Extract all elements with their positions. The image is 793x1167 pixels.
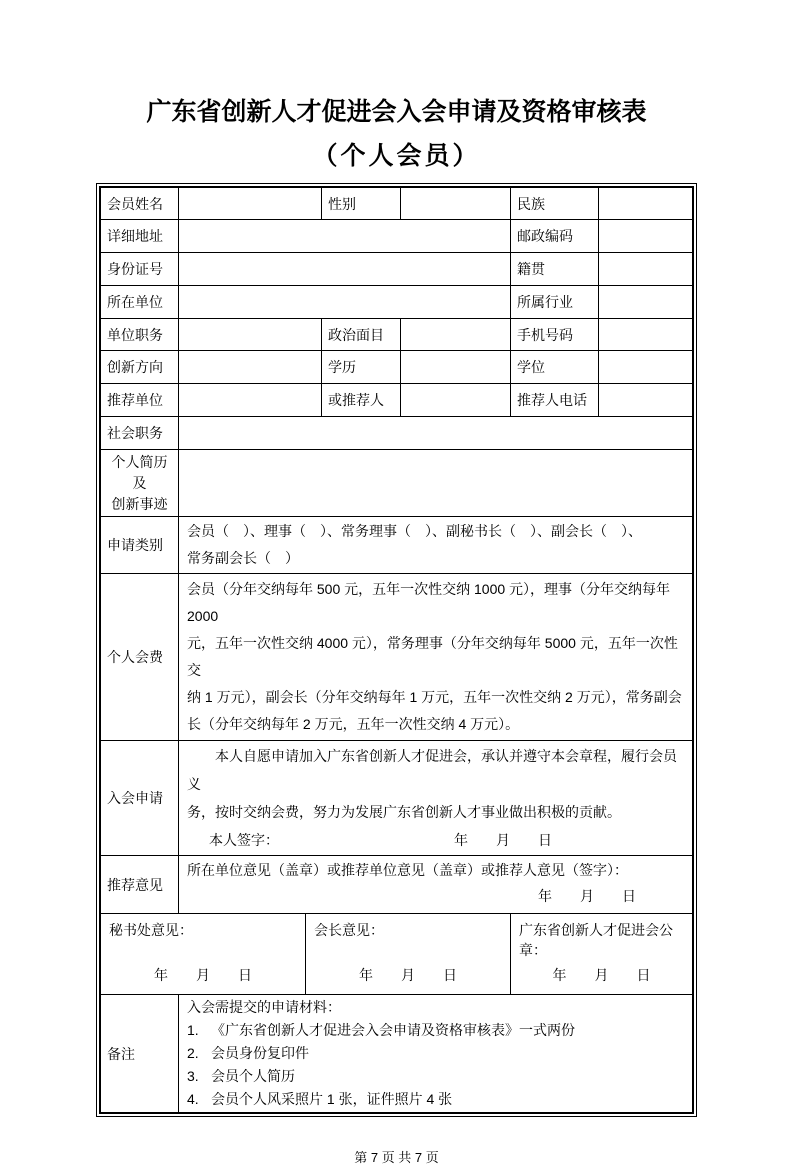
label-resume-and-achievements: 个人简历 及 创新事迹	[111, 453, 168, 512]
table-row	[101, 416, 692, 449]
field-position[interactable]	[178, 319, 321, 350]
president-opinion-label: 会长意见：	[314, 922, 384, 938]
signature-label: 本人签字：	[209, 832, 279, 848]
label-application-category: 申请类别	[107, 537, 163, 553]
field-mobile-number[interactable]	[598, 319, 692, 350]
signature-date[interactable]: 年 月 日	[454, 832, 552, 848]
page-subtitle: （个人会员）	[312, 142, 481, 170]
label-industry: 所属行业	[510, 286, 598, 318]
field-gender[interactable]	[400, 188, 510, 219]
field-recommender-phone[interactable]	[598, 384, 692, 416]
association-seal-label: 广东省创新人才促进会公章：	[519, 922, 673, 958]
secretariat-opinion-cell[interactable]	[101, 914, 305, 994]
table-row	[101, 516, 692, 573]
table-row	[101, 188, 692, 219]
label-political-status: 政治面目	[321, 319, 400, 350]
application-form-table	[96, 183, 697, 1117]
label-position: 单位职务	[107, 326, 163, 343]
signature-line[interactable]	[187, 826, 684, 854]
recommendation-date[interactable]: 年 月 日	[538, 888, 636, 904]
label-degree: 学位	[510, 351, 598, 383]
field-social-positions[interactable]	[178, 417, 692, 449]
membership-application-text: 本人自愿申请加入广东省创新人才促进会，承认并遵守本会章程，履行会员义 务，按时交纳会费，努力为发展广东省创新人才事业做出积极的贡献。 本人签字： 年 月 日	[178, 741, 692, 855]
field-ethnicity[interactable]	[598, 188, 692, 219]
label-social-positions: 社会职务	[107, 425, 163, 441]
table-row	[101, 855, 692, 913]
president-opinion-date[interactable]: 年 月 日	[359, 967, 457, 983]
application-category-options[interactable]	[178, 517, 692, 573]
label-membership-application: 入会申请	[107, 790, 163, 806]
field-address[interactable]	[178, 220, 510, 252]
field-native-place[interactable]	[598, 253, 692, 285]
label-recommendation-opinion: 推荐意见	[107, 876, 163, 893]
label-remarks: 备注	[107, 1045, 135, 1062]
association-seal-date[interactable]: 年 月 日	[552, 967, 651, 983]
category-options-line: 常务副会长（ ）	[187, 550, 299, 566]
field-recommending-unit[interactable]	[178, 384, 321, 416]
field-postal-code[interactable]	[598, 220, 692, 252]
table-row	[101, 913, 692, 994]
field-employer[interactable]	[178, 286, 510, 318]
label-member-name: 会员姓名	[107, 195, 163, 212]
field-education[interactable]	[400, 351, 510, 383]
field-resume-and-achievements[interactable]	[178, 450, 692, 516]
table-row	[101, 350, 692, 383]
field-or-recommender[interactable]	[400, 384, 510, 416]
recommendation-opinion-text: 所在单位意见（盖章）或推荐单位意见（盖章）或推荐人意见（签字）：	[187, 862, 628, 878]
label-employer: 所在单位	[107, 294, 163, 310]
membership-fee-text: 会员（分年交纳每年 500 元，五年一次性交纳 1000 元），理事（分年交纳每年 2000 元，五年一次性交纳 4000 元），常务理事（分年交纳每年 5000 元，五年一次性交 纳 1 万元），副会长（分年交纳每年 1 万元，五年一次性交纳 2 万元），常务副会 长（分年交纳每年 2 万元，五年一次性交纳 4 万元）。	[178, 574, 692, 740]
president-opinion-cell[interactable]	[305, 914, 510, 994]
remarks-content	[178, 995, 692, 1112]
category-options-line: 会员（ ）、理事（ ）、常务理事（ ）、副秘书长（ ）、副会长（ ）、	[187, 523, 642, 539]
label-or-recommender: 或推荐人	[321, 384, 400, 416]
label-recommending-unit: 推荐单位	[107, 392, 163, 408]
label-mobile-number: 手机号码	[510, 319, 598, 350]
label-native-place: 籍贯	[510, 253, 598, 285]
field-member-name[interactable]	[178, 188, 321, 219]
label-ethnicity: 民族	[510, 188, 598, 219]
table-row	[101, 740, 692, 855]
remarks-item: 2. 会员身份复印件	[187, 1045, 309, 1061]
label-postal-code: 邮政编码	[510, 220, 598, 252]
field-political-status[interactable]	[400, 319, 510, 350]
table-row	[101, 573, 692, 740]
label-recommender-phone: 推荐人电话	[510, 384, 598, 416]
remarks-intro: 入会需提交的申请材料：	[187, 999, 341, 1015]
label-education: 学历	[321, 351, 400, 383]
table-row	[101, 252, 692, 285]
table-row	[101, 994, 692, 1112]
label-innovation-direction: 创新方向	[107, 359, 163, 375]
secretariat-opinion-label: 秘书处意见：	[109, 922, 193, 938]
label-gender: 性别	[321, 188, 400, 219]
page-number: 第 7 页 共 7 页	[354, 1150, 439, 1165]
field-id-number[interactable]	[178, 253, 510, 285]
field-industry[interactable]	[598, 286, 692, 318]
table-row	[101, 318, 692, 350]
table-row	[101, 285, 692, 318]
association-seal-cell[interactable]	[510, 914, 692, 994]
field-innovation-direction[interactable]	[178, 351, 321, 383]
remarks-item: 3. 会员个人简历	[187, 1068, 295, 1084]
table-row	[101, 383, 692, 416]
label-membership-fee: 个人会费	[107, 649, 163, 665]
secretariat-opinion-date[interactable]: 年 月 日	[154, 967, 252, 983]
table-row	[101, 219, 692, 252]
remarks-item: 4. 会员个人风采照片 1 张，证件照片 4 张	[187, 1091, 453, 1107]
field-degree[interactable]	[598, 351, 692, 383]
table-row	[101, 449, 692, 516]
label-address: 详细地址	[107, 228, 163, 244]
page-title: 广东省创新人才促进会入会申请及资格审核表	[146, 98, 647, 126]
recommendation-opinion-area[interactable]	[178, 856, 692, 913]
label-id-number: 身份证号	[107, 261, 163, 277]
remarks-item: 1. 《广东省创新人才促进会入会申请及资格审核表》一式两份	[187, 1022, 575, 1038]
